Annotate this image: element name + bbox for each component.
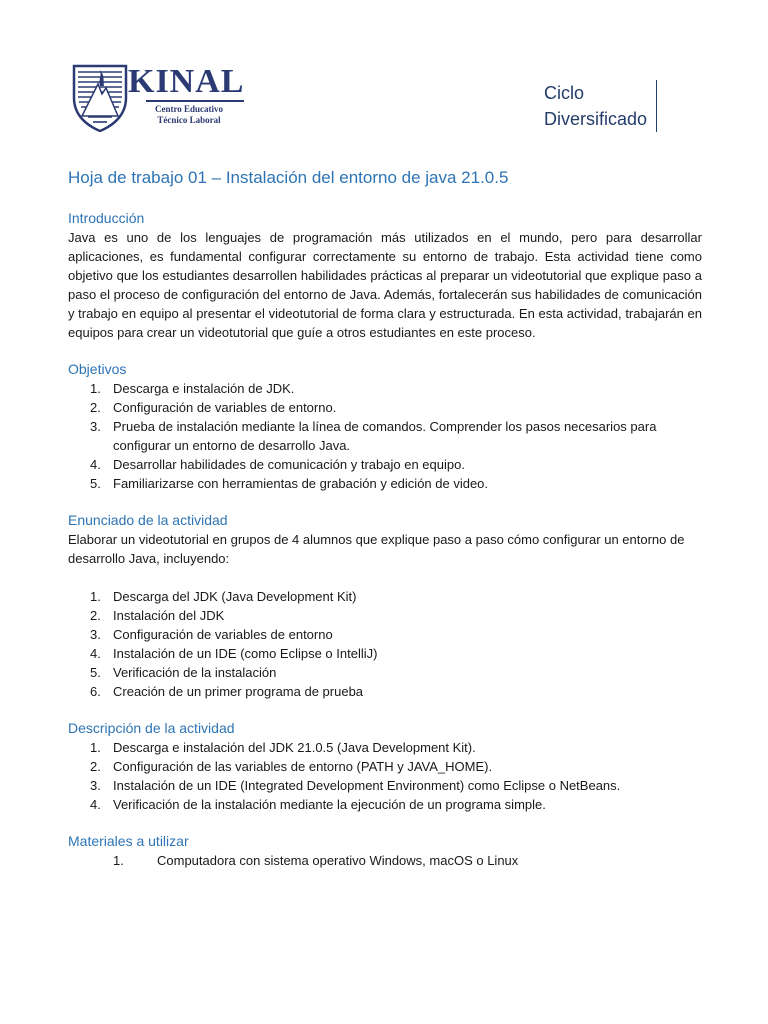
list-item bbox=[68, 795, 702, 814]
spacer bbox=[68, 814, 702, 832]
list-text: Configuración de variables de entorno. bbox=[113, 400, 337, 415]
cycle-line-1: Ciclo bbox=[544, 83, 585, 103]
list-number: 5. bbox=[90, 665, 101, 680]
list-item bbox=[68, 644, 702, 663]
list-number: 3. bbox=[90, 627, 101, 642]
logo-subtitle-2: Técnico Laboral bbox=[157, 115, 221, 125]
intro-text: Java es uno de los lenguajes de programación más utilizados en el mundo, pero para desarrollar aplicaciones, es fundamental configurar correctamente su entorno de trabajo. Esta actividad tiene como objetivo que los estudiantes desarrollen habilidades prácticas al preparar un videotutorial que explique paso a paso el proceso de configuración del entorno de Java. Además, fortalecerán sus habilidades de comunicación y trabajo en equipo al presentar el videotutorial de forma clara y estructurada. En esta actividad, trabajarán en equipos para crear un videotutorial que guíe a otros estudiantes en este proceso. bbox=[68, 230, 702, 340]
logo-subtitle-1: Centro Educativo bbox=[154, 104, 224, 114]
list-item bbox=[68, 606, 702, 625]
list-text: Instalación del JDK bbox=[113, 608, 225, 623]
statement-section bbox=[68, 511, 702, 701]
list-text: Computadora con sistema operativo Windows, macOS o Linux bbox=[157, 853, 519, 868]
list-item bbox=[68, 474, 702, 493]
list-text: Prueba de instalación mediante la línea de comandos. Comprender los pasos necesarios para configurar un entorno de desarrollo Java. bbox=[113, 419, 657, 453]
list-item bbox=[68, 587, 702, 606]
list-item bbox=[68, 417, 702, 455]
list-item bbox=[68, 379, 702, 398]
list-number: 2. bbox=[90, 400, 101, 415]
list-item bbox=[68, 851, 702, 870]
spacer bbox=[68, 342, 702, 360]
statement-list bbox=[68, 587, 702, 701]
materials-list bbox=[68, 851, 702, 870]
list-text: Desarrollar habilidades de comunicación y trabajo en equipo. bbox=[113, 457, 465, 472]
kinal-shield-icon bbox=[72, 64, 128, 132]
cycle-vertical-rule bbox=[656, 80, 657, 132]
list-number: 1. bbox=[113, 853, 124, 868]
list-number: 2. bbox=[90, 608, 101, 623]
spacer bbox=[68, 701, 702, 719]
list-item bbox=[68, 455, 702, 474]
list-text: Descarga del JDK (Java Development Kit) bbox=[113, 589, 357, 604]
list-number: 4. bbox=[90, 646, 101, 661]
list-item bbox=[68, 625, 702, 644]
list-text: Configuración de las variables de entorno (PATH y JAVA_HOME). bbox=[113, 759, 493, 774]
list-number: 1. bbox=[90, 740, 101, 755]
document-body bbox=[68, 166, 702, 870]
objectives-section bbox=[68, 360, 702, 493]
page-header bbox=[0, 0, 768, 150]
list-text: Verificación de la instalación bbox=[113, 665, 277, 680]
list-number: 5. bbox=[90, 476, 101, 491]
description-heading: Descripción de la actividad bbox=[68, 720, 235, 736]
spacer bbox=[68, 568, 702, 587]
list-item bbox=[68, 682, 702, 701]
intro-section bbox=[68, 209, 702, 342]
spacer bbox=[68, 493, 702, 511]
intro-heading: Introducción bbox=[68, 210, 145, 226]
list-item bbox=[68, 663, 702, 682]
list-number: 3. bbox=[90, 778, 101, 793]
description-list bbox=[68, 738, 702, 814]
logo-divider bbox=[146, 100, 244, 102]
description-section bbox=[68, 719, 702, 814]
list-number: 6. bbox=[90, 684, 101, 699]
materials-heading: Materiales a utilizar bbox=[68, 833, 189, 849]
objectives-heading: Objetivos bbox=[68, 361, 127, 377]
page-title: Hoja de trabajo 01 – Instalación del entorno de java 21.0.5 bbox=[68, 168, 509, 187]
list-item bbox=[68, 757, 702, 776]
cycle-line-2: Diversificado bbox=[544, 109, 648, 129]
list-text: Verificación de la instalación mediante la ejecución de un programa simple. bbox=[113, 797, 546, 812]
list-text: Descarga e instalación de JDK. bbox=[113, 381, 295, 396]
list-text: Instalación de un IDE (Integrated Development Environment) como Eclipse o NetBeans. bbox=[113, 778, 621, 793]
cycle-label bbox=[544, 80, 647, 132]
list-item bbox=[68, 738, 702, 757]
list-number: 4. bbox=[90, 797, 101, 812]
list-number: 1. bbox=[90, 589, 101, 604]
list-number: 1. bbox=[90, 381, 101, 396]
statement-heading: Enunciado de la actividad bbox=[68, 512, 228, 528]
list-text: Familiarizarse con herramientas de grabación y edición de video. bbox=[113, 476, 489, 491]
list-text: Instalación de un IDE (como Eclipse o IntelliJ) bbox=[113, 646, 378, 661]
list-item bbox=[68, 776, 702, 795]
statement-text: Elaborar un videotutorial en grupos de 4 alumnos que explique paso a paso cómo configurar un entorno de desarrollo Java, incluyendo: bbox=[68, 532, 685, 566]
materials-section bbox=[68, 832, 702, 870]
logo-wordmark: KINAL bbox=[128, 63, 245, 100]
list-number: 2. bbox=[90, 759, 101, 774]
objectives-list bbox=[68, 379, 702, 493]
list-text: Descarga e instalación del JDK 21.0.5 (Java Development Kit). bbox=[113, 740, 476, 755]
list-number: 4. bbox=[90, 457, 101, 472]
list-item bbox=[68, 398, 702, 417]
list-text: Creación de un primer programa de prueba bbox=[113, 684, 364, 699]
list-text: Configuración de variables de entorno bbox=[113, 627, 333, 642]
kinal-logo bbox=[72, 64, 252, 134]
list-number: 3. bbox=[90, 419, 101, 434]
